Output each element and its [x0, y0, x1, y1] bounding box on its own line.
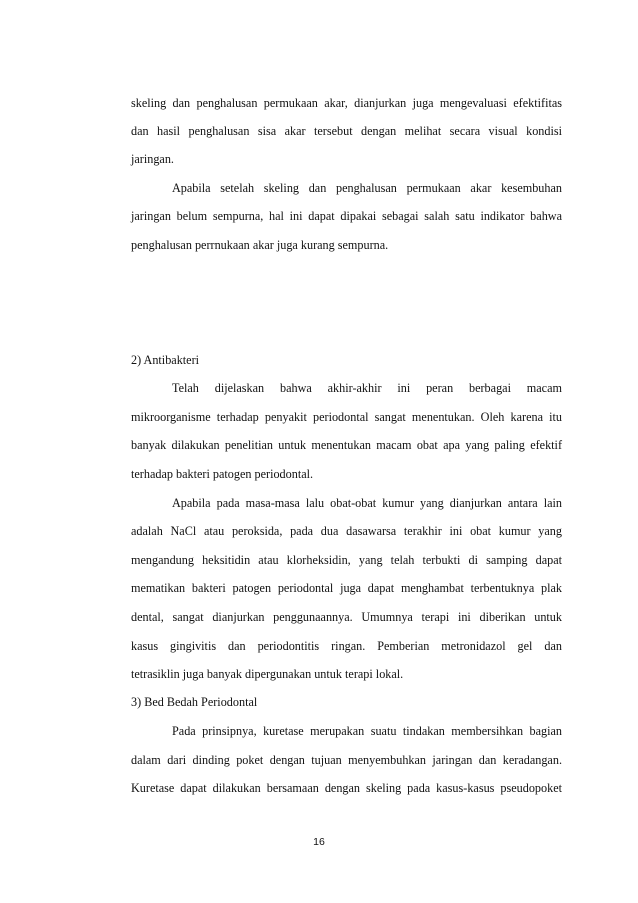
body-line: dalam dari dinding poket dengan tujuan menyembuhkan jaringan dan keradangan.: [131, 753, 562, 767]
body-line: adalah NaCl atau peroksida, pada dua dasawarsa terakhir ini obat kumur yang: [131, 524, 562, 538]
body-line: mikroorganisme terhadap penyakit periodontal sangat menentukan. Oleh karena itu: [131, 410, 562, 424]
page-number: 16: [313, 836, 325, 848]
section-heading: 2) Antibakteri: [131, 353, 200, 367]
body-line: kasus gingivitis dan periodontitis ringan. Pemberian metronidazol gel dan: [131, 639, 562, 653]
body-line: Apabila pada masa-masa lalu obat-obat kumur yang dianjurkan antara lain: [172, 496, 562, 510]
body-line: dan hasil penghalusan sisa akar tersebut dengan melihat secara visual kondisi: [131, 124, 562, 138]
body-line: banyak dilakukan penelitian untuk menentukan macam obat apa yang paling efektif: [131, 438, 562, 452]
body-line: mematikan bakteri patogen periodontal juga dapat menghambat terbentuknya plak: [131, 581, 562, 595]
body-line: terhadap bakteri patogen periodontal.: [131, 467, 314, 481]
body-line: Pada prinsipnya, kuretase merupakan suatu tindakan membersihkan bagian: [172, 724, 562, 738]
body-line: Kuretase dapat dilakukan bersamaan dengan skeling pada kasus-kasus pseudopoket: [131, 781, 562, 795]
body-line: tetrasiklin juga banyak dipergunakan untuk terapi lokal.: [131, 667, 404, 681]
section-heading: 3) Bed Bedah Periodontal: [131, 695, 258, 709]
body-line: jaringan belum sempurna, hal ini dapat dipakai sebagai salah satu indikator bahwa: [131, 209, 562, 223]
body-line: Apabila setelah skeling dan penghalusan permukaan akar kesembuhan: [172, 181, 562, 195]
body-line: penghalusan perrnukaan akar juga kurang sempurna.: [131, 238, 389, 252]
body-line: dental, sangat dianjurkan penggunaannya. Umumnya terapi ini diberikan untuk: [131, 610, 562, 624]
body-line: skeling dan penghalusan permukaan akar, dianjurkan juga mengevaluasi efektifitas: [131, 96, 562, 110]
body-line: Telah dijelaskan bahwa akhir-akhir ini peran berbagai macam: [172, 381, 562, 395]
body-line: mengandung heksitidin atau klorheksidin, yang telah terbukti di samping dapat: [131, 553, 562, 567]
body-line: jaringan.: [131, 152, 174, 166]
